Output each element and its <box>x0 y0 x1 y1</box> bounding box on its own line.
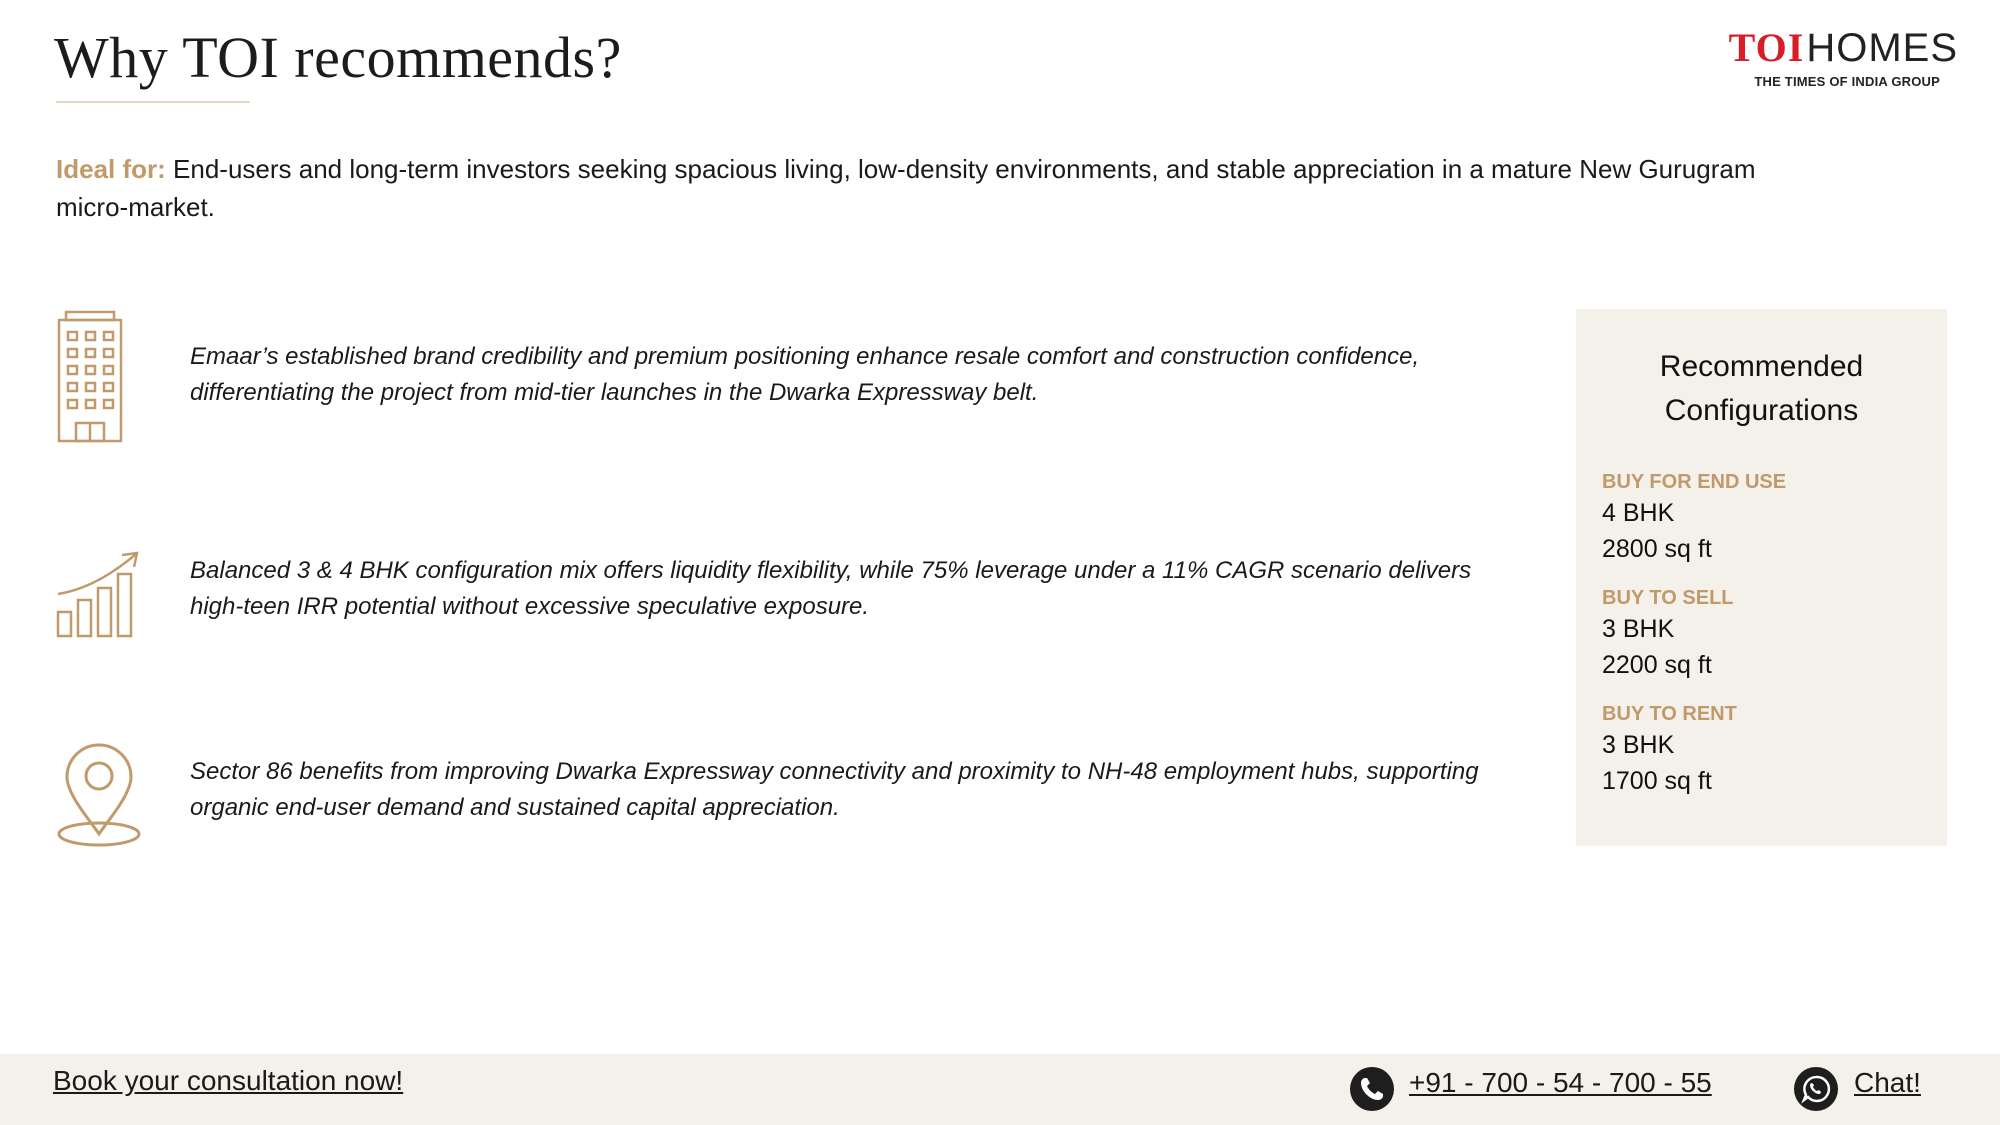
logo-homes-text: HOMES <box>1806 26 1958 70</box>
ideal-for-paragraph <box>56 150 1796 226</box>
config-area: 2800 sq ft <box>1602 535 1712 563</box>
recommended-configurations-panel <box>1576 309 1947 846</box>
growth-chart-icon <box>56 550 142 638</box>
phone-number-link[interactable]: +91 - 700 - 54 - 700 - 55 <box>1409 1067 1712 1098</box>
configurations-title: Recommended Configurations <box>1659 350 1864 427</box>
chat-link[interactable]: Chat! <box>1854 1067 1921 1098</box>
logo-tagline: THE TIMES OF INDIA GROUP <box>1754 74 1940 89</box>
book-consultation-link[interactable]: Book your consultation now! <box>53 1065 404 1096</box>
ideal-for-label: Ideal for: <box>56 154 166 184</box>
toi-homes-logo[interactable] <box>1728 25 1958 89</box>
logo-toi-text: TOI <box>1728 25 1805 70</box>
config-end-use <box>1602 469 1947 567</box>
reason-text: Emaar’s established brand credibility and premium positioning enhance resale comfort and construction confidence, differentiating the project from mid-tier launches in the Dwarka Expressway belt. <box>190 343 1420 406</box>
config-label: BUY FOR END USE <box>1602 471 1787 493</box>
location-pin-icon <box>56 743 142 847</box>
building-icon <box>56 309 126 445</box>
config-sell <box>1602 585 1947 683</box>
config-area: 2200 sq ft <box>1602 651 1712 679</box>
config-bhk: 3 BHK <box>1602 731 1675 759</box>
config-area: 1700 sq ft <box>1602 767 1712 795</box>
footer-bar <box>0 1054 2000 1125</box>
reason-text: Balanced 3 & 4 BHK configuration mix offers liquidity flexibility, while 75% leverage under a 11% CAGR scenario delivers high-teen IRR potential without excessive speculative exposure. <box>190 557 1472 620</box>
config-label: BUY TO SELL <box>1602 587 1734 609</box>
config-label: BUY TO RENT <box>1602 703 1737 725</box>
title-underline <box>56 101 250 103</box>
phone-icon[interactable] <box>1350 1067 1394 1111</box>
config-bhk: 3 BHK <box>1602 615 1675 643</box>
config-rent <box>1602 701 1947 799</box>
whatsapp-icon[interactable] <box>1794 1067 1838 1111</box>
ideal-for-text: End-users and long-term investors seeking spacious living, low-density environments, and stable appreciation in a mature New Gurugram micro-market. <box>56 154 1756 222</box>
config-bhk: 4 BHK <box>1602 499 1675 527</box>
page-title: Why TOI recommends? <box>54 25 622 90</box>
reason-text: Sector 86 benefits from improving Dwarka Expressway connectivity and proximity to NH-48 employment hubs, supporting organic end-user demand and sustained capital appreciation. <box>190 758 1479 821</box>
